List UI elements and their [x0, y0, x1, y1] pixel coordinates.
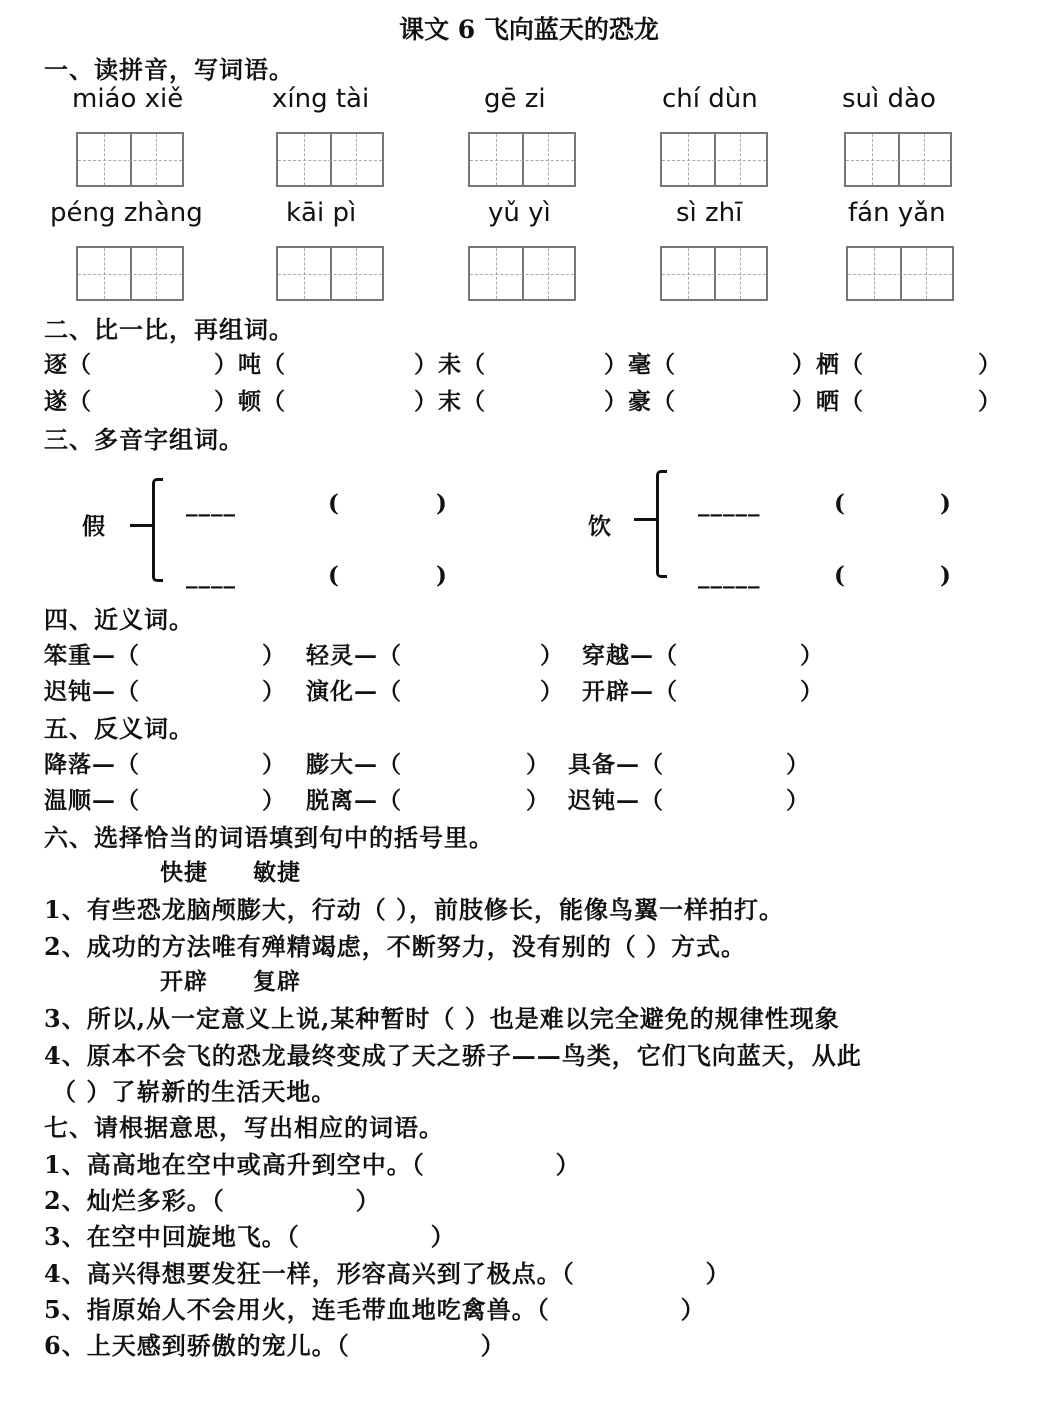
paren-open: (: [328, 562, 340, 589]
synonym-close: ）: [262, 678, 286, 705]
pinyin-4: chí dùn: [662, 84, 758, 114]
writing-grid[interactable]: [660, 132, 768, 187]
antonym-close: ）: [786, 751, 810, 778]
compare-item: ）: [978, 351, 1002, 378]
compare-item: ）末（: [414, 388, 486, 415]
blank-line[interactable]: ____: [186, 562, 236, 589]
brace-stub: [130, 524, 152, 527]
question-1: 1、有些恐龙脑颅膨大，行动（ ），前肢修长，能像鸟翼一样拍打。: [44, 895, 785, 924]
compare-item: ）毫（: [604, 351, 676, 378]
brace: [152, 478, 163, 582]
writing-grid[interactable]: [76, 246, 184, 301]
synonym-close: ）: [800, 678, 824, 705]
writing-grid[interactable]: [846, 246, 954, 301]
word-choices: 开辟 复辟: [160, 968, 302, 995]
synonym-word: 演化—（: [306, 678, 402, 705]
writing-grid[interactable]: [468, 246, 576, 301]
question-3: 3、所以,从一定意义上说,某种暂时（ ）也是难以完全避免的规律性现象: [44, 1004, 840, 1033]
antonym-close: ）: [526, 751, 550, 778]
pinyin-1: miáo xiě: [72, 84, 184, 114]
section-4-heading: 四、近义词。: [44, 605, 194, 634]
synonym-word: 迟钝—（: [44, 678, 140, 705]
antonym-close: ）: [262, 787, 286, 814]
definition-item-2: 2、灿烂多彩。（ ）: [44, 1186, 381, 1215]
compare-item: 遂（: [44, 388, 92, 415]
writing-grid[interactable]: [844, 132, 952, 187]
section-5-heading: 五、反义词。: [44, 714, 194, 743]
writing-grid[interactable]: [468, 132, 576, 187]
pinyin-8: yǔ yì: [488, 198, 551, 228]
definition-item-5: 5、指原始人不会用火，连毛带血地吃禽兽。（ ）: [44, 1295, 706, 1324]
paren-open: (: [834, 490, 846, 517]
question-4-continued: （ ）了崭新的生活天地。: [52, 1077, 337, 1106]
page-title: 课文 6 飞向蓝天的恐龙: [399, 15, 659, 44]
polyphone-char-1: 假: [82, 513, 106, 540]
writing-grid[interactable]: [660, 246, 768, 301]
compare-item: ）栖（: [792, 351, 864, 378]
pinyin-10: fán yǎn: [848, 198, 946, 228]
compare-item: ）顿（: [214, 388, 286, 415]
pinyin-7: kāi pì: [286, 198, 357, 228]
paren-close: ): [940, 562, 952, 589]
synonym-close: ）: [540, 642, 564, 669]
synonym-word: 开辟—（: [582, 678, 678, 705]
section-1-heading: 一、读拼音，写词语。: [44, 55, 294, 84]
synonym-close: ）: [800, 642, 824, 669]
definition-item-6: 6、上天感到骄傲的宠儿。（ ）: [44, 1331, 506, 1360]
compare-item: ）豪（: [604, 388, 676, 415]
paren-close: ): [436, 490, 448, 517]
brace: [656, 470, 667, 578]
writing-grid[interactable]: [76, 132, 184, 187]
synonym-word: 笨重—（: [44, 642, 140, 669]
paren-open: (: [328, 490, 340, 517]
blank-line[interactable]: _____: [698, 490, 761, 517]
paren-close: ): [436, 562, 448, 589]
antonym-word: 具备—（: [568, 751, 664, 778]
antonym-word: 温顺—（: [44, 787, 140, 814]
paren-open: (: [834, 562, 846, 589]
question-2: 2、成功的方法唯有殚精竭虑，不断努力，没有别的（ ）方式。: [44, 932, 747, 961]
antonym-word: 膨大—（: [306, 751, 402, 778]
polyphone-char-2: 饮: [588, 513, 612, 540]
synonym-word: 轻灵—（: [306, 642, 402, 669]
paren-close: ): [940, 490, 952, 517]
section-6-heading: 六、选择恰当的词语填到句中的括号里。: [44, 823, 494, 852]
antonym-close: ）: [526, 787, 550, 814]
section-2-heading: 二、比一比，再组词。: [44, 315, 294, 344]
compare-item: ）未（: [414, 351, 486, 378]
antonym-word: 降落—（: [44, 751, 140, 778]
antonym-word: 迟钝—（: [568, 787, 664, 814]
definition-item-3: 3、在空中回旋地飞。（ ）: [44, 1222, 456, 1251]
brace-stub: [634, 518, 656, 521]
synonym-close: ）: [540, 678, 564, 705]
pinyin-2: xíng tài: [272, 84, 370, 114]
writing-grid[interactable]: [276, 246, 384, 301]
compare-item: ）: [978, 388, 1002, 415]
pinyin-5: suì dào: [842, 84, 936, 114]
compare-item: ）吨（: [214, 351, 286, 378]
blank-line[interactable]: _____: [698, 562, 761, 589]
question-4: 4、原本不会飞的恐龙最终变成了天之骄子——鸟类，它们飞向蓝天，从此: [44, 1041, 862, 1070]
pinyin-6: péng zhàng: [50, 198, 203, 228]
synonym-word: 穿越—（: [582, 642, 678, 669]
antonym-close: ）: [262, 751, 286, 778]
antonym-close: ）: [786, 787, 810, 814]
pinyin-3: gē zi: [484, 84, 546, 114]
blank-line[interactable]: ____: [186, 490, 236, 517]
antonym-word: 脱离—（: [306, 787, 402, 814]
synonym-close: ）: [262, 642, 286, 669]
word-choices: 快捷 敏捷: [160, 859, 302, 886]
section-7-heading: 七、请根据意思，写出相应的词语。: [44, 1113, 444, 1142]
definition-item-1: 1、高高地在空中或高升到空中。（ ）: [44, 1150, 581, 1179]
compare-item: 逐（: [44, 351, 92, 378]
compare-item: ）晒（: [792, 388, 864, 415]
definition-item-4: 4、高兴得想要发狂一样，形容高兴到了极点。（ ）: [44, 1259, 731, 1288]
writing-grid[interactable]: [276, 132, 384, 187]
section-3-heading: 三、多音字组词。: [44, 425, 244, 454]
pinyin-9: sì zhī: [676, 198, 743, 228]
